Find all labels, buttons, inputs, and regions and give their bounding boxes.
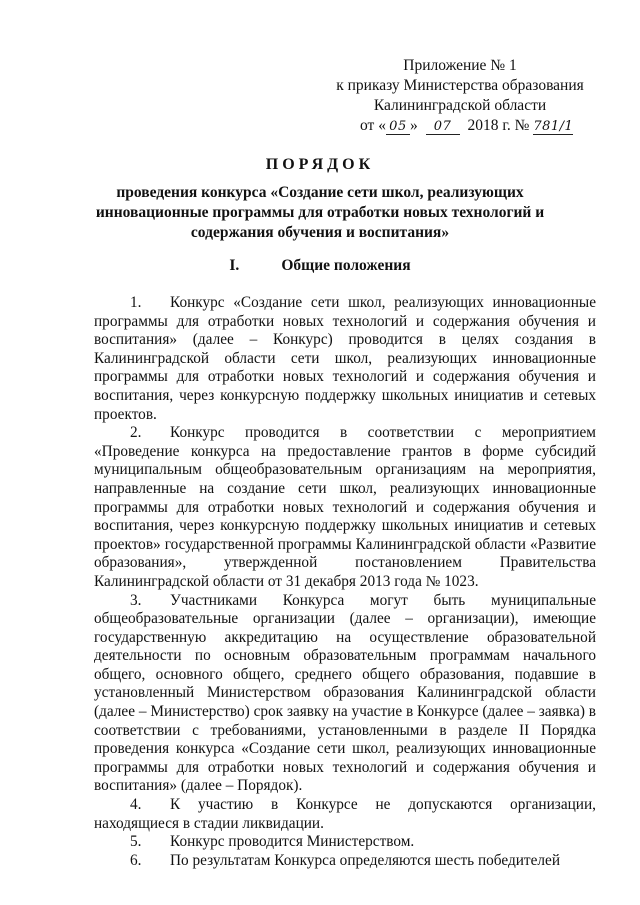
paragraph <box>94 424 596 591</box>
date-mid: » <box>409 117 418 134</box>
paragraph-text: Конкурс проводится Министерством. <box>170 833 415 851</box>
handwritten-day: 05 <box>386 120 410 135</box>
appendix-number: Приложение № 1 <box>403 57 517 74</box>
document-subtitle: проведения конкурса «Создание сети школ, реализующих инновационные программы для отработки новых технологий и содержания обучения и воспитания» <box>95 184 545 241</box>
section-title: Общие положения <box>281 257 411 274</box>
paragraph <box>94 294 596 424</box>
appendix-order-ref: к приказу Министерства образования <box>336 77 584 94</box>
appendix-date-line <box>330 116 590 136</box>
paragraph-number: 1. <box>130 294 142 311</box>
date-prefix: от « <box>360 117 386 134</box>
paragraph-text: К участию в Конкурсе не допускаются организации, находящиеся в стадии ликвидации. <box>94 796 596 832</box>
appendix-block <box>330 56 590 136</box>
handwritten-order-number: 781/1 <box>533 119 574 134</box>
appendix-region: Калининградской области <box>373 97 547 114</box>
paragraph-number: 6. <box>130 851 142 869</box>
section-heading <box>0 257 640 275</box>
paragraph-text: Конкурс проводится в соответствии с мероприятием «Проведение конкурса на предоставление грантов в форме субсидий муниципальным общеобразовательным организациям на мероприятия, направленные на создание сети школ, реализующих инновационные программы для отработки новых технологий и содержания обучения и воспитания, через конкурсную поддержку школьных инициатив и сетевых проектов» государственной программы Калининградской области «Развитие образования», утвержденной постановлением Правительства Калининградской области от 31 декабря 2013 года № 1023. <box>94 424 596 590</box>
paragraph-text: Участниками Конкурса могут быть муниципальные общеобразовательные организации (далее – организации), имеющие государственную аккредитацию на осуществление образовательной деятельности по основным образовательным программам начального общего, основного общего, среднего общего образования, подавшие в установленный Министерством образования Калининградской области (далее – Министерство) срок заявку на участие в Конкурсе (далее – заявка) в соответствии с требованиями, установленными в разделе II Порядка проведения конкурса «Создание сети школ, реализующих инновационные программы для отработки новых технологий и содержания обучения и воспитания» (далее – Порядок). <box>94 591 596 795</box>
paragraph-text: По результатам Конкурса определяются шесть победителей <box>170 851 561 869</box>
paragraph <box>94 852 596 871</box>
section-roman-numeral: I. <box>229 257 240 274</box>
handwritten-month: 07 <box>426 120 460 135</box>
paragraph <box>94 833 596 852</box>
year-text: 2018 г. № <box>467 117 530 134</box>
paragraph-number: 5. <box>130 833 142 851</box>
paragraph <box>94 592 596 797</box>
paragraph-number: 4. <box>130 796 142 814</box>
paragraph-number: 2. <box>130 424 142 442</box>
document-title: ПОРЯДОК <box>265 156 375 173</box>
paragraph <box>94 796 596 833</box>
document-body <box>94 294 596 870</box>
paragraph-text: Конкурс «Создание сети школ, реализующих инновационные программы для отработки новых технологий и содержания обучения и воспитания» (далее – Конкурс) проводится в целях создания в Калининградской области сети школ, реализующих инновационные программы для отработки новых технологий и содержания обучения и воспитания, через конкурсную поддержку школьных инициатив и сетевых проектов. <box>94 294 596 423</box>
paragraph-number: 3. <box>130 591 142 609</box>
